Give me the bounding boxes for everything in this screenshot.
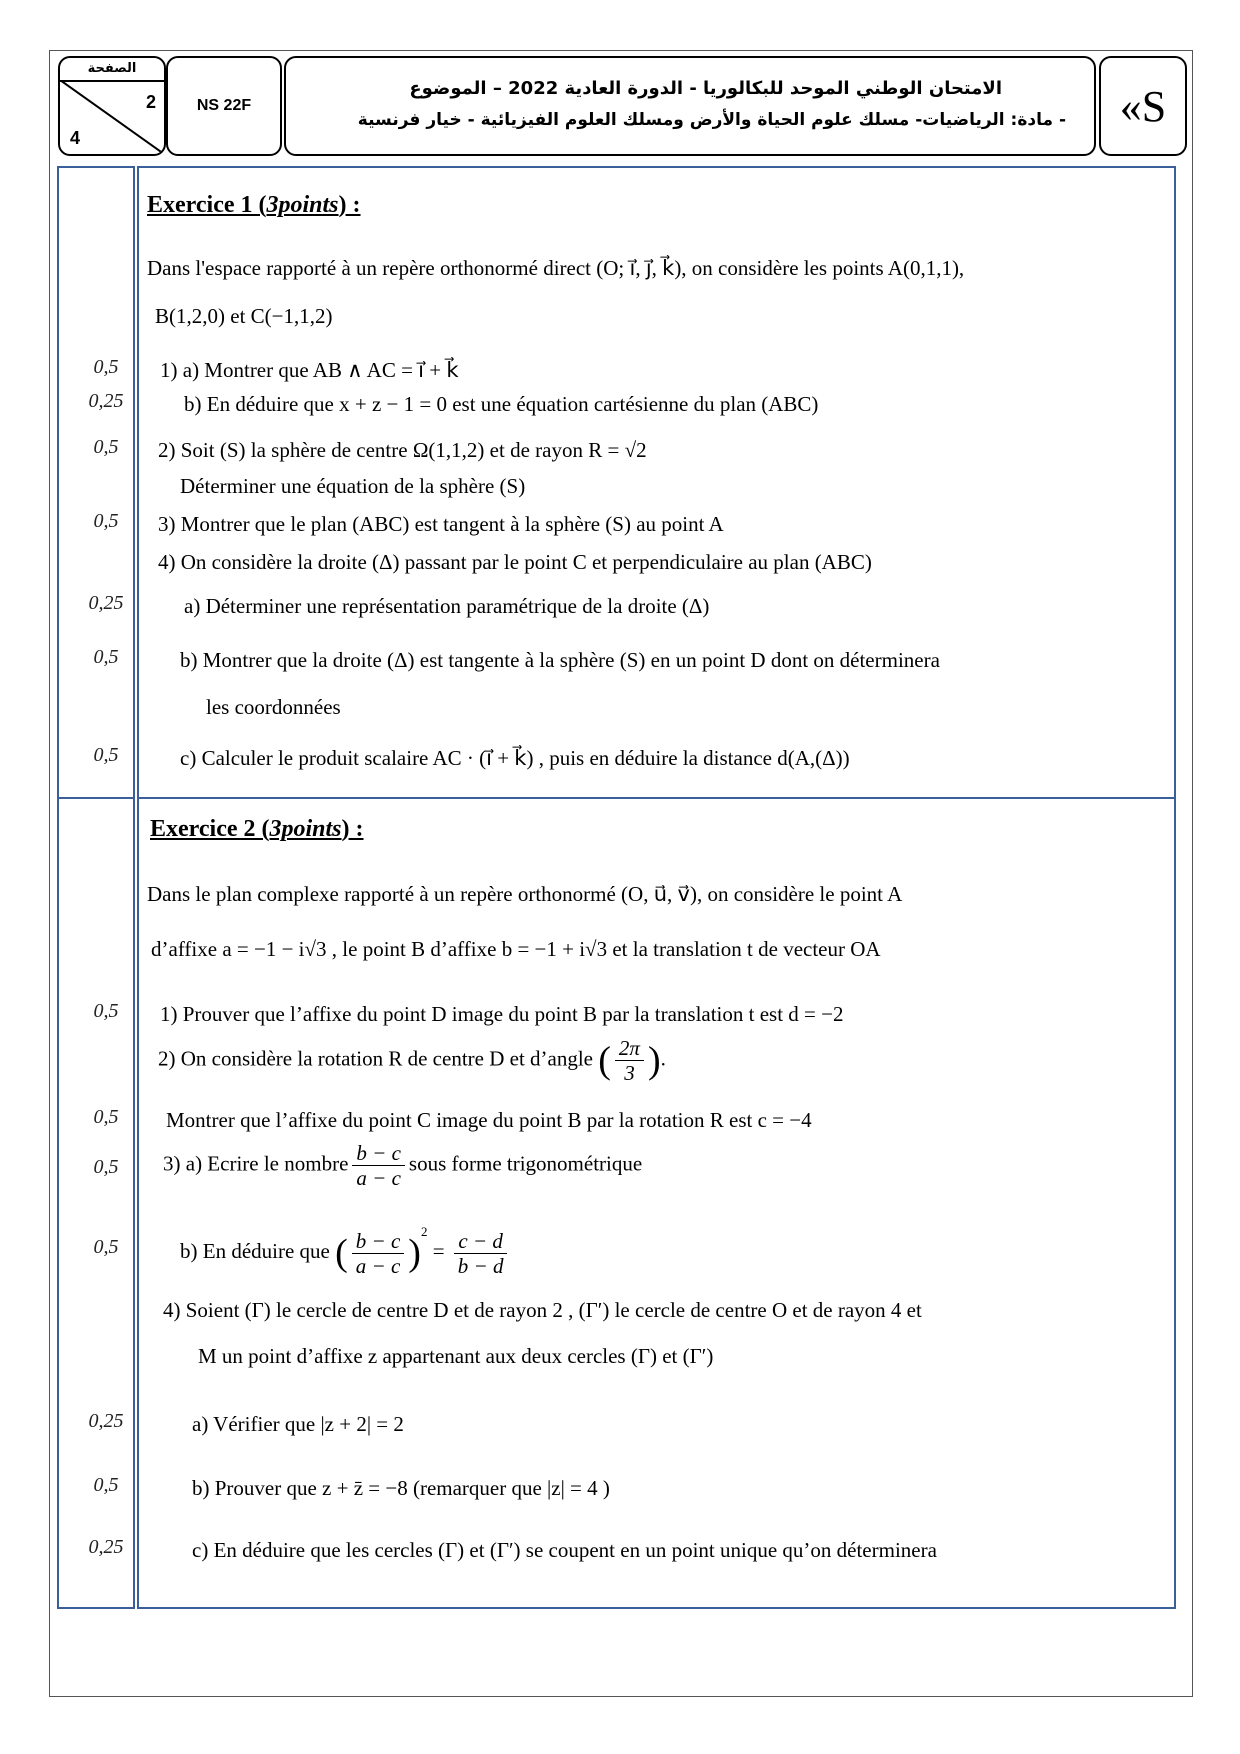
ex1-q1b: b) En déduire que x + z − 1 = 0 est une équation cartésienne du plan (ABC)	[184, 392, 819, 416]
ex1-intro2: B(1,2,0) et C(−1,1,2)	[155, 304, 333, 328]
exam-title: الامتحان الوطني الموحد للبكالوريا - الدورة العادية 2022 – الموضوع	[409, 78, 1002, 99]
ex2-q4: 4) Soient (Γ) le cercle de centre D et de rayon 2 , (Γ′) le cercle de centre O et de rayon 4 et	[163, 1298, 922, 1322]
ex2-intro2: d’affixe a = −1 − i√3 , le point B d’affixe b = −1 + i√3 et la translation t de vecteur OA	[151, 937, 881, 961]
ex1-points-q2: 0,5	[93, 436, 119, 458]
ex2-q2b: Montrer que l’affixe du point C image du point B par la rotation R est c = −4	[166, 1108, 812, 1132]
ex1-title: Exercice 1 (3points) :	[147, 192, 361, 218]
ex1-q4: 4) On considère la droite (Δ) passant par le point C et perpendiculaire au plan (ABC)	[158, 550, 872, 574]
ex2-q2: 2) On considère la rotation R de centre D et d’angle ( $\frac{2\pi}{3}$ ).	[158, 1036, 666, 1085]
ex2-intro1: Dans le plan complexe rapporté à un repère orthonormé (O, u⃗, v⃗), on considère le point A	[147, 882, 903, 906]
logo: «S	[1099, 56, 1187, 156]
ex2-q3b: b) En déduire que ( $\frac{b - c}{a - c}$ )$^2$ = $\frac{c - d}{b - d}$	[180, 1218, 511, 1278]
ex2-points-q1: 0,5	[93, 1000, 119, 1022]
ex2-q4bb: b) Prouver que z + z̄ = −8 (remarquer que |z| = 4 )	[192, 1476, 610, 1500]
ex2-points-q4a: 0,25	[88, 1410, 124, 1432]
ex1-q4c: c) Calculer le produit scalaire AC · (i⃗ + k⃗) , puis en déduire la distance d(A,(Δ))	[180, 746, 850, 770]
ex1-q3: 3) Montrer que le plan (ABC) est tangent à la sphère (S) au point A	[158, 512, 724, 536]
ex2-points-q3a: 0,5	[93, 1156, 119, 1178]
ex1-points-q1b: 0,25	[88, 390, 124, 412]
ex2-q4b: M un point d’affixe z appartenant aux deux cercles (Γ) et (Γ′)	[198, 1344, 714, 1368]
ex1-points-q4a: 0,25	[88, 592, 124, 614]
page-current: 2	[145, 92, 156, 112]
ex1-points-q4c: 0,5	[93, 744, 119, 766]
ex2-points-q2: 0,5	[93, 1106, 119, 1128]
ex2-q4c: c) En déduire que les cercles (Γ) et (Γ′) se coupent en un point unique qu’on déterminera	[192, 1538, 937, 1562]
ex1-q1a: 1) a) Montrer que AB ∧ AC = i⃗ + k⃗	[160, 358, 459, 382]
ex2-points-q4bb: 0,5	[93, 1474, 119, 1496]
exam-subtitle: - مادة: الرياضيات- مسلك علوم الحياة والأرض ومسلك العلوم الفيزيائية - خيار فرنسية	[357, 110, 1066, 130]
ex1-q2: 2) Soit (S) la sphère de centre Ω(1,1,2) et de rayon R = √2	[158, 438, 647, 462]
exam-title-box	[284, 56, 1096, 156]
ex2-title: Exercice 2 (3points) :	[150, 816, 364, 842]
page-number-box	[58, 56, 166, 156]
ex1-q4a: a) Déterminer une représentation paramétrique de la droite (Δ)	[184, 594, 710, 618]
ex1-q4b2: les coordonnées	[206, 695, 341, 719]
page-label: الصفحة	[60, 58, 164, 82]
ex2-q1: 1) Prouver que l’affixe du point D image du point B par la translation t est d = −2	[160, 1002, 844, 1026]
ex1-points-q3: 0,5	[93, 510, 119, 532]
ex2-points-q3b: 0,5	[93, 1236, 119, 1258]
page-total: 4	[70, 128, 81, 148]
ex1-q4b: b) Montrer que la droite (Δ) est tangente à la sphère (S) en un point D dont on déterminera	[180, 648, 940, 672]
ex2-q3a: 3) a) Ecrire le nombre $\frac{b - c}{a - c}$ sous forme trigonométrique	[163, 1141, 643, 1190]
exam-code: NS 22F	[166, 56, 282, 156]
ex1-points-q4b: 0,5	[93, 646, 119, 668]
ex1-points-q1a: 0,5	[93, 356, 119, 378]
ex2-points-q4c: 0,25	[88, 1536, 124, 1558]
ex1-points-column	[57, 166, 135, 799]
ex1-intro1: Dans l'espace rapporté à un repère orthonormé direct (O; i⃗, j⃗, k⃗), on considère les points A(0,1,1),	[147, 256, 965, 280]
ex2-q4a: a) Vérifier que |z + 2| = 2	[192, 1412, 404, 1436]
ex1-q2b: Déterminer une équation de la sphère (S)	[180, 474, 526, 498]
